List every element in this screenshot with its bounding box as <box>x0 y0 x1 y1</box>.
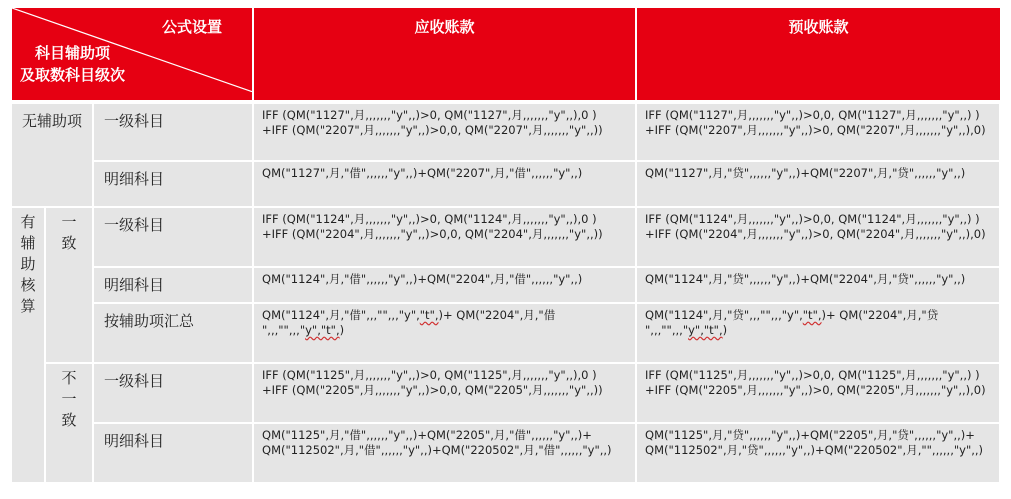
table-row <box>12 104 1000 161</box>
formula-line: QM("1127",月,"贷",,,,,,"y",,)+QM("2207",月,"贷",,,,,,"y",,) <box>645 166 966 180</box>
table-row <box>12 161 1000 207</box>
group-char: 有 <box>20 213 36 231</box>
formula-line: QM("1124",月,"贷",,,"",,,"y","t",)+ QM("2204",月,"贷 <box>645 308 939 322</box>
prepaid-formula <box>636 267 1000 303</box>
formula-line: +IFF (QM("2207",月,,,,,,,"y",,)>0, QM("2207",月,,,,,,,"y",,),0) <box>645 123 986 137</box>
formula-line: QM("1124",月,"借",,,"",,,"y","t",)+ QM("2204",月,"借 <box>262 308 556 322</box>
group-inconsistent <box>45 363 93 483</box>
receivable-formula <box>253 303 636 363</box>
formula-line: +IFF (QM("2204",月,,,,,,,"y",,)>0, QM("2204",月,,,,,,,"y",,),0) <box>645 227 986 241</box>
group-no-aux-label: 无辅助项 <box>21 112 82 130</box>
group-no-aux <box>12 104 93 207</box>
group-char: 致 <box>61 234 77 252</box>
formula-line: QM("112502",月,"贷",,,,,,"y",,)+QM("220502",月,"",,,,,,"y",,) <box>645 443 984 457</box>
table-row <box>12 363 1000 423</box>
formula-line: QM("1125",月,"借",,,,,,"y",,)+QM("2205",月,"借",,,,,,"y",,)+ <box>262 428 592 442</box>
table-row <box>12 423 1000 483</box>
corner-subject-line2: 及取数科目级次 <box>20 66 126 84</box>
group-char: 辅 <box>20 234 36 252</box>
formula-line: QM("1125",月,"贷",,,,,,"y",,)+QM("2205",月,"贷",,,,,,"y",,)+ <box>645 428 975 442</box>
formula-line: IFF (QM("1124",月,,,,,,,"y",,)>0,0, QM("1124",月,,,,,,,"y",,) ) <box>645 212 980 226</box>
formula-line: QM("1124",月,"借",,,,,,"y",,)+QM("2204",月,"借",,,,,,"y",,) <box>262 272 583 286</box>
group-with-aux <box>12 207 45 483</box>
receivable-formula <box>253 363 636 423</box>
prepaid-formula <box>636 161 1000 207</box>
formula-line: +IFF (QM("2205",月,,,,,,,"y",,)>0,0, QM("2205",月,,,,,,,"y",,)) <box>262 383 603 397</box>
formula-line: IFF (QM("1124",月,,,,,,,"y",,)>0, QM("1124",月,,,,,,,"y",,),0 ) <box>262 212 597 226</box>
header-row <box>12 8 1000 100</box>
formula-line: IFF (QM("1127",月,,,,,,,"y",,)>0, QM("1127",月,,,,,,,"y",,),0 ) <box>262 108 597 122</box>
prepaid-formula <box>636 104 1000 161</box>
row-label: 一级科目 <box>93 363 253 423</box>
prepaid-formula <box>636 363 1000 423</box>
row-label: 明细科目 <box>93 423 253 483</box>
corner-subject-line1: 科目辅助项 <box>35 44 111 62</box>
header-receivable: 应收账款 <box>253 8 636 100</box>
header-corner-cell <box>12 8 253 100</box>
table-row <box>12 207 1000 267</box>
formula-line: ",,,"",,,"y","t",) <box>262 323 345 337</box>
receivable-formula <box>253 267 636 303</box>
receivable-formula <box>253 207 636 267</box>
formula-line: ",,,"",,,"y","t",) <box>645 323 728 337</box>
receivable-formula <box>253 161 636 207</box>
receivable-formula <box>253 423 636 483</box>
group-char: 一 <box>61 390 77 408</box>
group-char: 助 <box>20 255 36 273</box>
row-label: 一级科目 <box>93 104 253 161</box>
formula-line: IFF (QM("1127",月,,,,,,,"y",,)>0,0, QM("1127",月,,,,,,,"y",,) ) <box>645 108 980 122</box>
group-char: 核 <box>20 276 36 294</box>
header-prepaid: 预收账款 <box>636 8 1000 100</box>
formula-line: QM("112502",月,"借",,,,,,"y",,)+QM("220502",月,"借",,,,,,"y",,) <box>262 443 612 457</box>
formula-line: +IFF (QM("2205",月,,,,,,,"y",,)>0, QM("2205",月,,,,,,,"y",,),0) <box>645 383 986 397</box>
receivable-formula <box>253 104 636 161</box>
table-row <box>12 303 1000 363</box>
corner-formula-label: 公式设置 <box>162 18 223 36</box>
formula-line: QM("1124",月,"贷",,,,,,"y",,)+QM("2204",月,"贷",,,,,,"y",,) <box>645 272 966 286</box>
formula-settings-table <box>12 8 1001 484</box>
group-char: 不 <box>61 369 77 387</box>
formula-line: IFF (QM("1125",月,,,,,,,"y",,)>0,0, QM("1125",月,,,,,,,"y",,) ) <box>645 368 980 382</box>
prepaid-formula <box>636 303 1000 363</box>
row-label: 一级科目 <box>93 207 253 267</box>
formula-line: +IFF (QM("2204",月,,,,,,,"y",,)>0,0, QM("2204",月,,,,,,,"y",,)) <box>262 227 603 241</box>
prepaid-formula <box>636 207 1000 267</box>
formula-settings-table-wrap <box>12 8 1000 484</box>
group-char: 致 <box>61 411 77 429</box>
formula-line: QM("1127",月,"借",,,,,,"y",,)+QM("2207",月,"借",,,,,,"y",,) <box>262 166 583 180</box>
group-char: 算 <box>20 297 36 315</box>
prepaid-formula <box>636 423 1000 483</box>
row-label: 按辅助项汇总 <box>93 303 253 363</box>
formula-line: IFF (QM("1125",月,,,,,,,"y",,)>0, QM("1125",月,,,,,,,"y",,),0 ) <box>262 368 597 382</box>
group-char: 一 <box>61 213 77 231</box>
row-label: 明细科目 <box>93 161 253 207</box>
group-consistent <box>45 207 93 363</box>
table-row <box>12 267 1000 303</box>
formula-line: +IFF (QM("2207",月,,,,,,,"y",,)>0,0, QM("2207",月,,,,,,,"y",,)) <box>262 123 603 137</box>
row-label: 明细科目 <box>93 267 253 303</box>
corner-subject-label <box>20 42 125 86</box>
